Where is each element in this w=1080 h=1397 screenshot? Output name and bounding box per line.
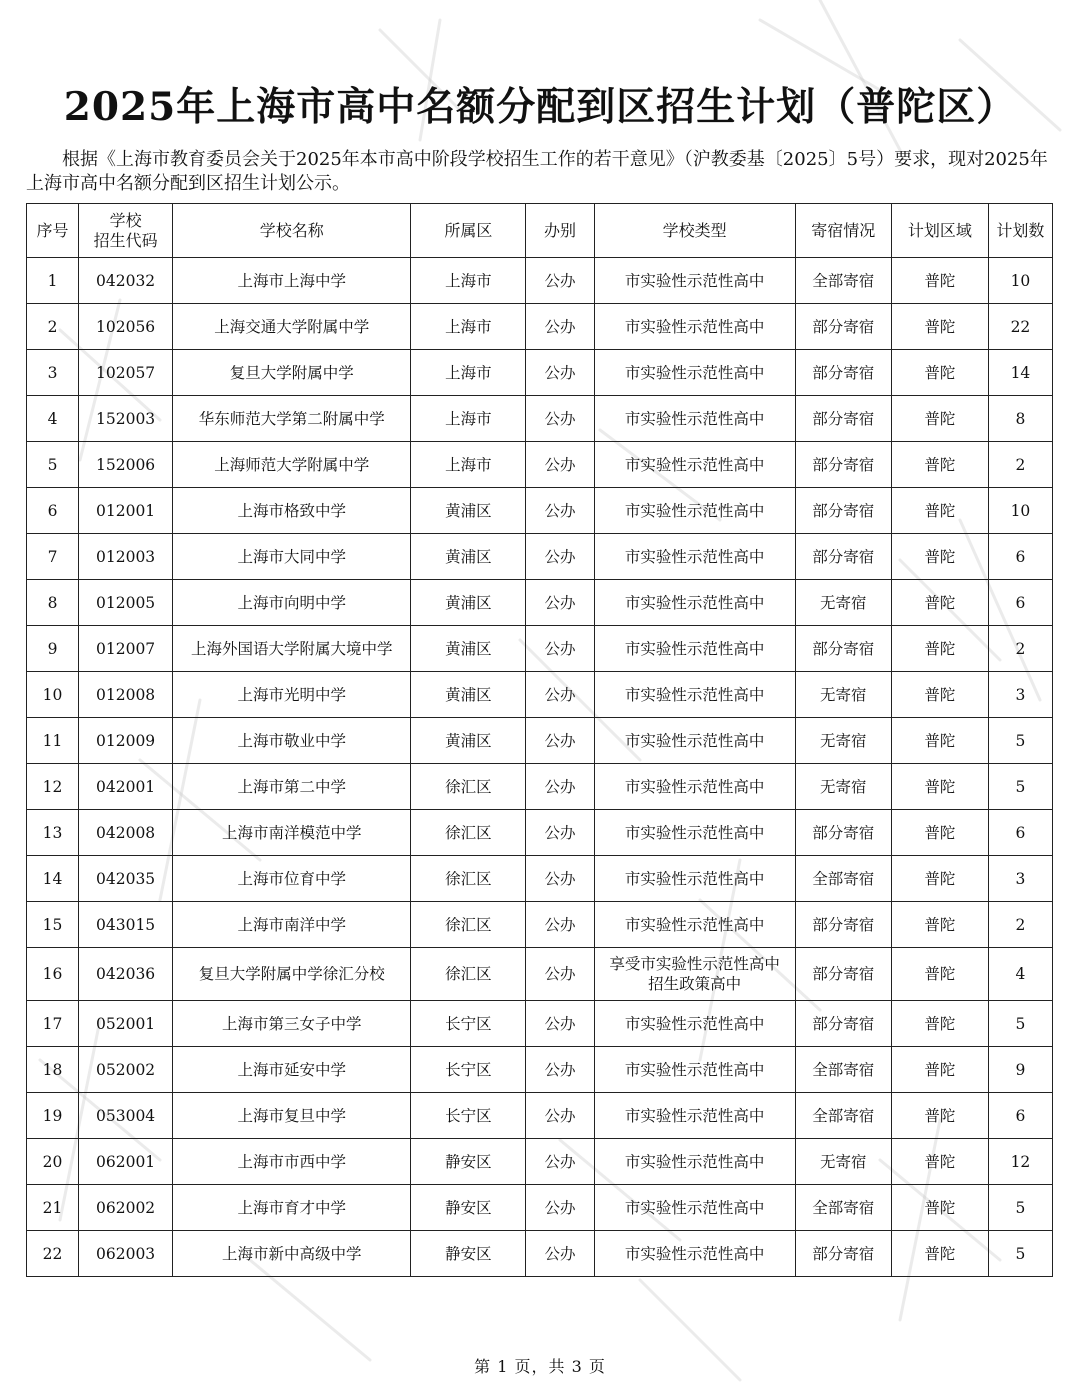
- cell-seq: 3: [27, 350, 79, 396]
- cell-school-type: 市实验性示范性高中: [594, 672, 795, 718]
- cell-boarding: 部分寄宿: [795, 1231, 891, 1277]
- cell-code: 042036: [79, 948, 173, 1001]
- cell-code: 012005: [79, 580, 173, 626]
- cell-boarding: 全部寄宿: [795, 856, 891, 902]
- cell-school-name: 上海市第三女子中学: [173, 1001, 411, 1047]
- cell-boarding: 无寄宿: [795, 764, 891, 810]
- cell-plan-count: 2: [988, 902, 1052, 948]
- table-row: [27, 626, 1053, 672]
- cell-district: 上海市: [411, 304, 526, 350]
- cell-plan-count: 3: [988, 672, 1052, 718]
- cell-run: 公办: [526, 1093, 594, 1139]
- cell-plan-count: 5: [988, 1185, 1052, 1231]
- cell-run: 公办: [526, 948, 594, 1001]
- cell-plan-count: 6: [988, 1093, 1052, 1139]
- cell-seq: 17: [27, 1001, 79, 1047]
- cell-code: 042035: [79, 856, 173, 902]
- cell-boarding: 全部寄宿: [795, 1185, 891, 1231]
- cell-boarding: 部分寄宿: [795, 488, 891, 534]
- cell-school-name: 上海市延安中学: [173, 1047, 411, 1093]
- cell-school-type: 市实验性示范性高中: [594, 534, 795, 580]
- table-row: [27, 672, 1053, 718]
- table-row: [27, 580, 1053, 626]
- cell-plan-count: 10: [988, 258, 1052, 304]
- cell-school-type: 市实验性示范性高中: [594, 258, 795, 304]
- cell-run: 公办: [526, 626, 594, 672]
- cell-code: 052001: [79, 1001, 173, 1047]
- plan-table: [26, 203, 1053, 1277]
- cell-plan-count: 14: [988, 350, 1052, 396]
- cell-code: 152003: [79, 396, 173, 442]
- cell-school-name: 上海市育才中学: [173, 1185, 411, 1231]
- cell-district: 上海市: [411, 350, 526, 396]
- cell-seq: 15: [27, 902, 79, 948]
- cell-run: 公办: [526, 304, 594, 350]
- cell-seq: 6: [27, 488, 79, 534]
- table-row: [27, 856, 1053, 902]
- cell-run: 公办: [526, 1231, 594, 1277]
- cell-plan-area: 普陀: [891, 442, 988, 488]
- table-row: [27, 1001, 1053, 1047]
- cell-boarding: 无寄宿: [795, 1139, 891, 1185]
- cell-boarding: 全部寄宿: [795, 1093, 891, 1139]
- cell-school-name: 上海交通大学附属中学: [173, 304, 411, 350]
- cell-boarding: 部分寄宿: [795, 1001, 891, 1047]
- cell-school-type: 市实验性示范性高中: [594, 902, 795, 948]
- cell-district: 徐汇区: [411, 856, 526, 902]
- cell-run: 公办: [526, 1139, 594, 1185]
- cell-code: 012007: [79, 626, 173, 672]
- cell-school-type: 市实验性示范性高中: [594, 350, 795, 396]
- header-boarding: 寄宿情况: [795, 204, 891, 258]
- cell-district: 黄浦区: [411, 718, 526, 764]
- header-code-line1: 学校: [109, 210, 142, 230]
- cell-seq: 19: [27, 1093, 79, 1139]
- cell-code: 102056: [79, 304, 173, 350]
- cell-boarding: 部分寄宿: [795, 304, 891, 350]
- cell-school-name: 上海市上海中学: [173, 258, 411, 304]
- cell-school-type: 市实验性示范性高中: [594, 1001, 795, 1047]
- cell-code: 042032: [79, 258, 173, 304]
- table-row: [27, 534, 1053, 580]
- cell-boarding: 全部寄宿: [795, 258, 891, 304]
- cell-school-name: 上海外国语大学附属大境中学: [173, 626, 411, 672]
- cell-plan-area: 普陀: [891, 1047, 988, 1093]
- table-row: [27, 350, 1053, 396]
- header-plan-count: 计划数: [988, 204, 1052, 258]
- cell-school-name: 上海市敬业中学: [173, 718, 411, 764]
- cell-school-name: 上海市新中高级中学: [173, 1231, 411, 1277]
- table-row: [27, 258, 1053, 304]
- cell-seq: 5: [27, 442, 79, 488]
- page-title: 2025年上海市高中名额分配到区招生计划（普陀区）: [63, 84, 1017, 130]
- cell-code: 042001: [79, 764, 173, 810]
- cell-school-name: 上海市南洋中学: [173, 902, 411, 948]
- cell-school-type: 市实验性示范性高中: [594, 580, 795, 626]
- cell-school-type: 市实验性示范性高中: [594, 396, 795, 442]
- cell-plan-area: 普陀: [891, 1093, 988, 1139]
- cell-seq: 13: [27, 810, 79, 856]
- cell-school-type: 市实验性示范性高中: [594, 1093, 795, 1139]
- cell-code: 012008: [79, 672, 173, 718]
- cell-plan-count: 5: [988, 718, 1052, 764]
- table-row: [27, 902, 1053, 948]
- cell-code: 102057: [79, 350, 173, 396]
- cell-run: 公办: [526, 1185, 594, 1231]
- cell-district: 黄浦区: [411, 488, 526, 534]
- cell-plan-count: 6: [988, 534, 1052, 580]
- cell-seq: 1: [27, 258, 79, 304]
- cell-plan-count: 5: [988, 1231, 1052, 1277]
- cell-plan-area: 普陀: [891, 304, 988, 350]
- cell-seq: 12: [27, 764, 79, 810]
- table-header-row: [27, 204, 1053, 258]
- table-row: [27, 1047, 1053, 1093]
- cell-plan-count: 2: [988, 626, 1052, 672]
- cell-school-name: 上海市南洋模范中学: [173, 810, 411, 856]
- cell-district: 黄浦区: [411, 580, 526, 626]
- cell-seq: 18: [27, 1047, 79, 1093]
- cell-school-type: 市实验性示范性高中: [594, 1139, 795, 1185]
- cell-seq: 8: [27, 580, 79, 626]
- cell-run: 公办: [526, 718, 594, 764]
- cell-school-name: 复旦大学附属中学: [173, 350, 411, 396]
- cell-seq: 2: [27, 304, 79, 350]
- cell-plan-area: 普陀: [891, 948, 988, 1001]
- cell-district: 上海市: [411, 442, 526, 488]
- table-row: [27, 488, 1053, 534]
- cell-plan-area: 普陀: [891, 534, 988, 580]
- table-row: [27, 304, 1053, 350]
- cell-run: 公办: [526, 442, 594, 488]
- cell-run: 公办: [526, 350, 594, 396]
- cell-district: 徐汇区: [411, 764, 526, 810]
- table-row: [27, 1093, 1053, 1139]
- cell-boarding: 无寄宿: [795, 580, 891, 626]
- cell-code: 062003: [79, 1231, 173, 1277]
- cell-plan-area: 普陀: [891, 856, 988, 902]
- cell-district: 静安区: [411, 1231, 526, 1277]
- cell-plan-count: 22: [988, 304, 1052, 350]
- cell-district: 徐汇区: [411, 810, 526, 856]
- header-code-line2: 招生代码: [93, 230, 158, 250]
- cell-plan-area: 普陀: [891, 488, 988, 534]
- cell-district: 徐汇区: [411, 902, 526, 948]
- table-row: [27, 718, 1053, 764]
- cell-school-name: 华东师范大学第二附属中学: [173, 396, 411, 442]
- cell-school-name: 上海市第二中学: [173, 764, 411, 810]
- cell-boarding: 部分寄宿: [795, 442, 891, 488]
- table-row: [27, 396, 1053, 442]
- cell-boarding: 部分寄宿: [795, 810, 891, 856]
- cell-school-type: 享受市实验性示范性高中招生政策高中: [594, 948, 795, 1001]
- cell-code: 042008: [79, 810, 173, 856]
- cell-school-type: 市实验性示范性高中: [594, 1047, 795, 1093]
- header-code: [79, 204, 173, 258]
- cell-plan-area: 普陀: [891, 258, 988, 304]
- cell-plan-area: 普陀: [891, 580, 988, 626]
- table-row: [27, 764, 1053, 810]
- cell-plan-area: 普陀: [891, 764, 988, 810]
- cell-boarding: 部分寄宿: [795, 396, 891, 442]
- page-footer: 第 1 页，共 3 页: [474, 1357, 606, 1376]
- cell-run: 公办: [526, 856, 594, 902]
- cell-plan-count: 3: [988, 856, 1052, 902]
- cell-seq: 16: [27, 948, 79, 1001]
- cell-plan-area: 普陀: [891, 1001, 988, 1047]
- cell-plan-count: 5: [988, 1001, 1052, 1047]
- cell-plan-count: 2: [988, 442, 1052, 488]
- cell-school-name: 复旦大学附属中学徐汇分校: [173, 948, 411, 1001]
- cell-run: 公办: [526, 258, 594, 304]
- cell-seq: 14: [27, 856, 79, 902]
- cell-run: 公办: [526, 902, 594, 948]
- cell-code: 043015: [79, 902, 173, 948]
- cell-district: 长宁区: [411, 1093, 526, 1139]
- cell-plan-area: 普陀: [891, 1231, 988, 1277]
- cell-plan-count: 6: [988, 810, 1052, 856]
- table-row: [27, 810, 1053, 856]
- cell-school-name: 上海市市西中学: [173, 1139, 411, 1185]
- cell-district: 黄浦区: [411, 626, 526, 672]
- cell-run: 公办: [526, 1001, 594, 1047]
- table-row: [27, 1231, 1053, 1277]
- cell-plan-count: 12: [988, 1139, 1052, 1185]
- table-row: [27, 948, 1053, 1001]
- cell-school-type: 市实验性示范性高中: [594, 442, 795, 488]
- cell-code: 012009: [79, 718, 173, 764]
- cell-code: 012001: [79, 488, 173, 534]
- cell-plan-count: 5: [988, 764, 1052, 810]
- cell-plan-area: 普陀: [891, 396, 988, 442]
- header-name: 学校名称: [173, 204, 411, 258]
- cell-seq: 22: [27, 1231, 79, 1277]
- cell-run: 公办: [526, 396, 594, 442]
- cell-plan-count: 8: [988, 396, 1052, 442]
- table-row: [27, 1139, 1053, 1185]
- cell-boarding: 部分寄宿: [795, 626, 891, 672]
- cell-plan-count: 10: [988, 488, 1052, 534]
- cell-district: 徐汇区: [411, 948, 526, 1001]
- header-school-type: 学校类型: [594, 204, 795, 258]
- cell-seq: 21: [27, 1185, 79, 1231]
- cell-school-type: 市实验性示范性高中: [594, 1185, 795, 1231]
- cell-school-name: 上海市位育中学: [173, 856, 411, 902]
- cell-plan-area: 普陀: [891, 350, 988, 396]
- cell-plan-area: 普陀: [891, 810, 988, 856]
- cell-district: 上海市: [411, 258, 526, 304]
- intro-paragraph: 根据《上海市教育委员会关于2025年本市高中阶段学校招生工作的若干意见》（沪教委基〔2025〕5号）要求，现对2025年上海市高中名额分配到区招生计划公示。: [26, 149, 1048, 194]
- cell-run: 公办: [526, 764, 594, 810]
- cell-seq: 9: [27, 626, 79, 672]
- cell-boarding: 部分寄宿: [795, 350, 891, 396]
- cell-run: 公办: [526, 488, 594, 534]
- cell-run: 公办: [526, 580, 594, 626]
- cell-boarding: 全部寄宿: [795, 1047, 891, 1093]
- cell-school-type: 市实验性示范性高中: [594, 488, 795, 534]
- cell-plan-area: 普陀: [891, 902, 988, 948]
- cell-code: 052002: [79, 1047, 173, 1093]
- cell-school-type: 市实验性示范性高中: [594, 626, 795, 672]
- header-district: 所属区: [411, 204, 526, 258]
- table-body: [27, 258, 1053, 1277]
- cell-boarding: 部分寄宿: [795, 534, 891, 580]
- header-seq: 序号: [27, 204, 79, 258]
- cell-school-type: 市实验性示范性高中: [594, 718, 795, 764]
- cell-district: 黄浦区: [411, 672, 526, 718]
- cell-district: 静安区: [411, 1185, 526, 1231]
- cell-school-name: 上海市大同中学: [173, 534, 411, 580]
- cell-run: 公办: [526, 534, 594, 580]
- cell-boarding: 无寄宿: [795, 718, 891, 764]
- cell-seq: 4: [27, 396, 79, 442]
- cell-plan-area: 普陀: [891, 672, 988, 718]
- cell-school-name: 上海师范大学附属中学: [173, 442, 411, 488]
- cell-school-type: 市实验性示范性高中: [594, 764, 795, 810]
- cell-district: 静安区: [411, 1139, 526, 1185]
- cell-district: 长宁区: [411, 1047, 526, 1093]
- cell-seq: 11: [27, 718, 79, 764]
- cell-school-type: 市实验性示范性高中: [594, 1231, 795, 1277]
- cell-school-type: 市实验性示范性高中: [594, 856, 795, 902]
- cell-run: 公办: [526, 810, 594, 856]
- cell-run: 公办: [526, 1047, 594, 1093]
- cell-school-name: 上海市复旦中学: [173, 1093, 411, 1139]
- cell-district: 上海市: [411, 396, 526, 442]
- cell-school-name: 上海市光明中学: [173, 672, 411, 718]
- cell-school-type: 市实验性示范性高中: [594, 304, 795, 350]
- cell-boarding: 部分寄宿: [795, 902, 891, 948]
- cell-plan-count: 6: [988, 580, 1052, 626]
- cell-run: 公办: [526, 672, 594, 718]
- cell-plan-count: 4: [988, 948, 1052, 1001]
- cell-school-type: 市实验性示范性高中: [594, 810, 795, 856]
- cell-plan-area: 普陀: [891, 1185, 988, 1231]
- cell-seq: 7: [27, 534, 79, 580]
- cell-code: 062001: [79, 1139, 173, 1185]
- cell-plan-area: 普陀: [891, 718, 988, 764]
- cell-code: 053004: [79, 1093, 173, 1139]
- table-row: [27, 442, 1053, 488]
- cell-code: 012003: [79, 534, 173, 580]
- cell-school-name: 上海市格致中学: [173, 488, 411, 534]
- cell-district: 长宁区: [411, 1001, 526, 1047]
- cell-plan-area: 普陀: [891, 626, 988, 672]
- cell-seq: 10: [27, 672, 79, 718]
- cell-plan-area: 普陀: [891, 1139, 988, 1185]
- cell-boarding: 无寄宿: [795, 672, 891, 718]
- cell-code: 152006: [79, 442, 173, 488]
- cell-code: 062002: [79, 1185, 173, 1231]
- header-run: 办别: [526, 204, 594, 258]
- cell-boarding: 部分寄宿: [795, 948, 891, 1001]
- cell-district: 黄浦区: [411, 534, 526, 580]
- table-row: [27, 1185, 1053, 1231]
- cell-school-name: 上海市向明中学: [173, 580, 411, 626]
- cell-seq: 20: [27, 1139, 79, 1185]
- header-plan-area: 计划区域: [891, 204, 988, 258]
- cell-plan-count: 9: [988, 1047, 1052, 1093]
